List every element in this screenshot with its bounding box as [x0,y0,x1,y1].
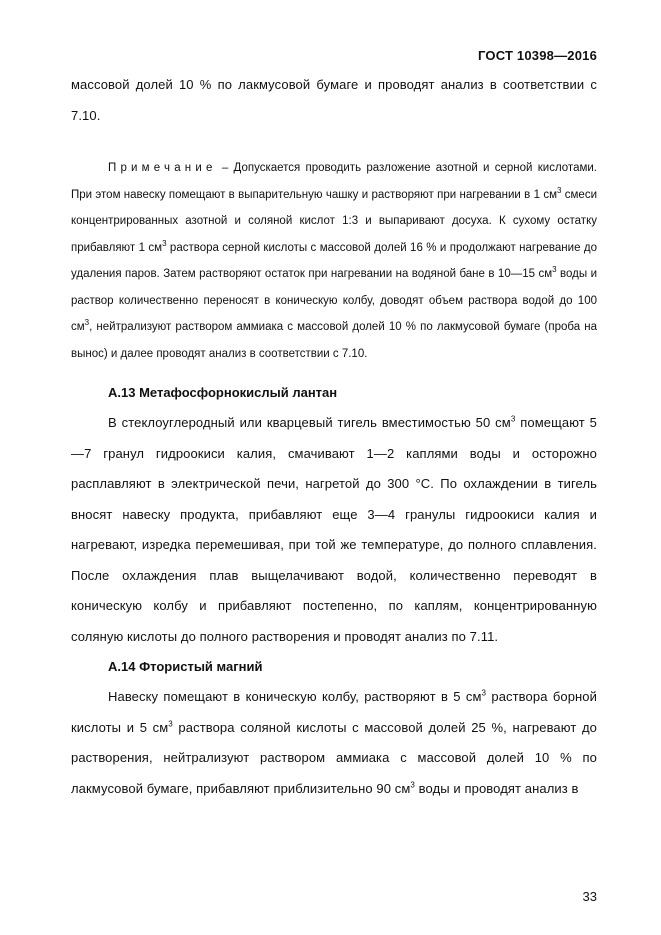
note-text: смеси концентрированных азотной и соляной кислот 1:3 и выпаривают досуха. К сухому остатку прибавляют 1 см [71,188,597,254]
paragraph-text: В стеклоуглеродный или кварцевый тигель вместимостью 50 см [108,415,511,430]
superscript: 3 [552,265,557,275]
note-text: раствора серной кислоты с массовой долей 16 % и продолжают нагревание до удаления паров. Затем растворяют остаток при нагревании на водяной бане в 10—15 см [71,241,597,280]
section-heading: А.14 Фтористый магний [108,659,263,674]
section-paragraph [71,682,597,804]
paragraph-text: раствора борной кислоты и 5 см [71,689,598,735]
note-text: – Допускается проводить разложение азотной и серной кислотами. При этом навеску помещают в выпарительную чашку и растворяют при нагревании в 1 см [71,162,597,201]
superscript: 3 [84,318,90,328]
superscript: 3 [410,780,415,790]
superscript: 3 [481,688,487,698]
section-heading: А.13 Метафосфорнокислый лантан [108,385,338,400]
page-content [71,70,597,804]
note-text: воды и раствор количественно переносят в коническую колбу, доводят объем раствора водой до 100 см [71,268,597,333]
superscript: 3 [510,414,516,424]
continued-paragraph: массовой долей 10 % по лакмусовой бумаге и проводят анализ в соответствии с 7.10. [71,77,597,123]
note-text: , нейтрализуют раствором аммиака с массовой долей 10 % по лакмусовой бумаге (проба на вынос) и далее проводят анализ в соответствии с 7.10. [71,321,597,360]
superscript: 3 [162,238,167,248]
paragraph-text: раствора соляной кислоты с массовой долей 25 %, нагревают до растворения, нейтрализуют раствором аммиака с массовой долей 10 % по лакмусовой бумаге, прибавляют приблизительно 90 см [71,719,597,796]
note-paragraph [71,155,597,367]
paragraph-text: Навеску помещают в коническую колбу, растворяют в 5 см [108,689,482,704]
superscript: 3 [168,719,173,729]
section-paragraph [71,408,597,652]
note-label: Примечание [108,162,217,174]
paragraph-text: помещают 5—7 гранул гидроокиси калия, смачивают 1—2 каплями воды и осторожно расплавляют в электрической печи, нагретой до 300 °С. По охлаждении в тигель вносят навеску продукта, прибавляют еще 3—4 гранулы гидроокиси калия и нагревают, изредка перемешивая, при той же температуре, до полного сплавления. После охлаждения плав выщелачивают водой, количественно переводят в коническую колбу и прибавляют постепенно, по каплям, концентрированную соляную кислоты до полного растворения и проводят анализ по 7.11. [71,415,597,644]
paragraph-text: воды и проводят анализ в [414,780,579,796]
superscript: 3 [556,185,562,195]
document-header: ГОСТ 10398—2016 [478,48,597,63]
page-number: 33 [582,889,597,904]
